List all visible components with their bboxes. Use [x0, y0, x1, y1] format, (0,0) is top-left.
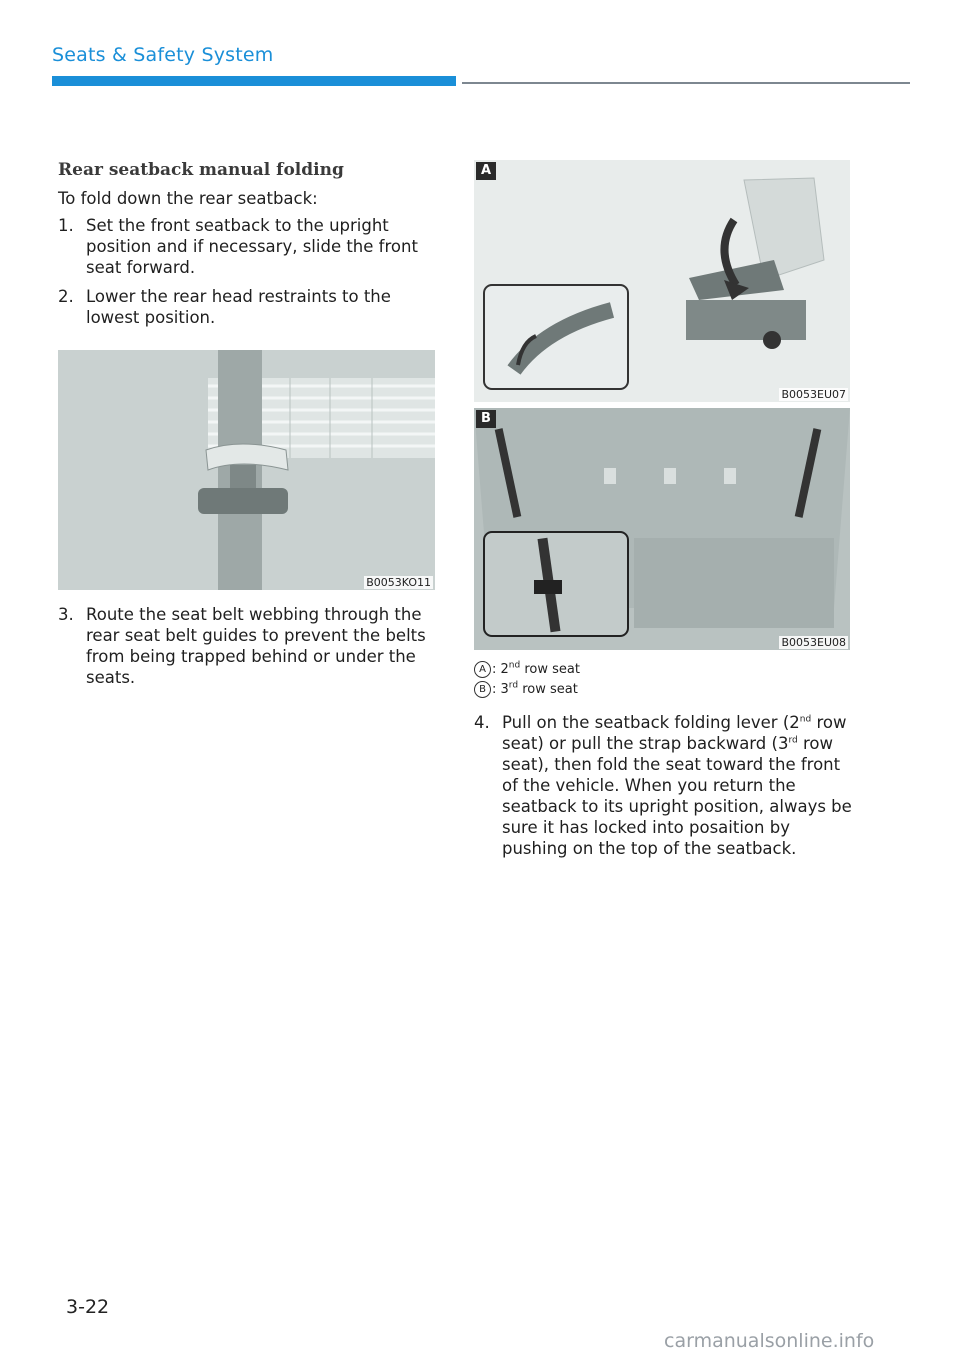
figure-letter-badge: B: [476, 410, 496, 428]
section-header-title: Seats & Safety System: [52, 44, 274, 66]
legend-ordinal: 3: [500, 682, 509, 697]
figure-code: B0053EU08: [781, 636, 846, 649]
left-column: [58, 160, 438, 696]
step-text: Lower the rear head restraints to the lowest position.: [86, 287, 391, 327]
header-rule: [462, 82, 910, 84]
step-1: [58, 215, 438, 278]
intro-text: To fold down the rear seatback:: [58, 189, 318, 208]
page-number: 3-22: [66, 1296, 110, 1318]
third-row-seat-illustration: [474, 408, 850, 650]
step-2: [58, 286, 438, 328]
step-number: 1.: [58, 216, 74, 235]
step-superscript: nd: [799, 714, 812, 725]
seat-belt-figure: [58, 350, 435, 590]
third-row-seat-figure: [474, 408, 850, 650]
legend-letter: B: [474, 681, 491, 698]
step-number: 4.: [474, 713, 490, 732]
step-text-part: row seat), then fold the seat toward the front of the vehicle. When you return the seatback to its upright position, always be sure it has locked into posaition by pushing on the top of the seatback.: [502, 734, 852, 858]
legend-text: row seat: [524, 662, 580, 677]
step-text-part: Pull on the seatback folding lever (2: [502, 713, 800, 732]
figure-legend: [474, 660, 854, 700]
legend-item-b: B : 3rd row seat: [474, 680, 854, 700]
figure-letter-badge: A: [476, 162, 496, 180]
step-text-part: row seat) or pull the strap backward (3: [502, 713, 847, 753]
legend-letter: A: [474, 661, 491, 678]
legend-suffix: rd: [508, 680, 519, 691]
second-row-seat-illustration: [474, 160, 850, 402]
legend-suffix: nd: [508, 660, 521, 671]
header-accent-bar: [52, 76, 456, 86]
step-superscript: rd: [788, 735, 798, 746]
watermark: carmanualsonline.info: [664, 1330, 875, 1352]
step-number: 2.: [58, 287, 74, 306]
figure-code: B0053EU07: [781, 388, 846, 401]
step-3: [58, 604, 438, 688]
legend-item-a: A : 2nd row seat: [474, 660, 854, 680]
step-text: Set the front seatback to the upright position and if necessary, slide the front seat forward.: [86, 216, 418, 277]
figure-code: B0053KO11: [366, 576, 431, 589]
step-text: Route the seat belt webbing through the rear seat belt guides to prevent the belts from being trapped behind or under the seats.: [86, 605, 426, 687]
legend-ordinal: 2: [500, 662, 509, 677]
seat-belt-illustration: [58, 350, 435, 590]
legend-text: row seat: [522, 682, 578, 697]
second-row-seat-figure: [474, 160, 850, 402]
step-number: 3.: [58, 605, 74, 624]
section-title: Rear seatback manual folding: [58, 160, 344, 180]
right-column: [474, 160, 854, 867]
step-4: [474, 712, 854, 859]
